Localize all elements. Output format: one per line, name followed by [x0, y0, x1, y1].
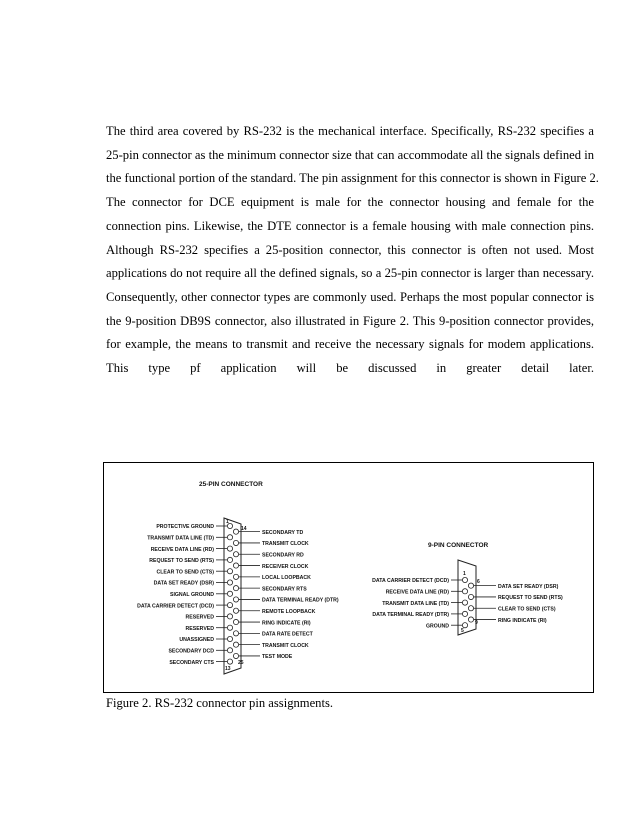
- connector25-right-label: DATA TERMINAL READY (DTR): [262, 597, 339, 604]
- connector25-right-pin: [233, 563, 238, 568]
- connector25-right-label: REMOTE LOOPBACK: [262, 608, 316, 615]
- connector9-left-label: DATA CARRIER DETECT (DCD): [372, 578, 449, 585]
- connector25-right-label: SECONDARY RD: [262, 552, 304, 559]
- connector25-left-label: SIGNAL GROUND: [170, 592, 214, 598]
- connector9-right-pin: [468, 594, 473, 599]
- connector25-left-label: DATA CARRIER DETECT (DCD): [137, 603, 214, 610]
- paragraph-line: the functional portion of the standard. The pin assignment for this connector is shown in Figure 2.: [106, 171, 599, 186]
- connector25-left-label: REQUEST TO SEND (RTS): [149, 558, 214, 565]
- paragraph-line: Consequently, other connector types are commonly used. Perhaps the most popular connector is: [106, 289, 594, 304]
- connector25-right-pin: [233, 631, 238, 636]
- connector25-left-pin: [227, 625, 232, 630]
- paragraph-line: connection pins. Likewise, the DTE connector is a female housing with male connection pins.: [106, 218, 594, 233]
- connector25-left-label: PROTECTIVE GROUND: [156, 524, 214, 531]
- connector25-right-pin: [233, 529, 238, 534]
- connector9-pin-number: 5: [461, 628, 464, 634]
- paragraph-line: The third area covered by RS-232 is the mechanical interface. Specifically, RS-232 specifies a: [106, 124, 594, 138]
- connector9-right-pin: [468, 617, 473, 622]
- connector9-right-label: REQUEST TO SEND (RTS): [498, 595, 563, 602]
- connector25-right-label: TEST MODE: [262, 654, 293, 661]
- connector25-right-label: TRANSMIT CLOCK: [262, 541, 309, 548]
- connector9-left-label: TRANSMIT DATA LINE (TD): [382, 600, 449, 607]
- connector25-right-label: RECEIVER CLOCK: [262, 563, 309, 570]
- connector25-right-pin: [233, 608, 238, 613]
- connector9-right-label: DATA SET READY (DSR): [498, 583, 559, 590]
- connector25-left-pin: [227, 648, 232, 653]
- pin-assignment-diagram: [104, 463, 593, 692]
- connector25-left-pin: [227, 546, 232, 551]
- connector25-left-label: RECEIVE DATA LINE (RD): [150, 546, 214, 553]
- paragraph-line: 25-pin connector as the minimum connector size that can accommodate all the signals defined in: [106, 147, 594, 162]
- connector9-pin-number: 9: [475, 620, 478, 626]
- connector25-pin-number: 25: [238, 660, 244, 666]
- paragraph-line: The connector for DCE equipment is male for the connector housing and female for the: [106, 195, 594, 210]
- figure-caption: Figure 2. RS-232 connector pin assignments.: [106, 696, 334, 710]
- connector25-pin-number: 14: [241, 526, 247, 532]
- connector25-right-label: LOCAL LOOPBACK: [262, 575, 311, 582]
- connector25-left-label: TRANSMIT DATA LINE (TD): [147, 535, 214, 542]
- figure-2: [103, 462, 594, 693]
- connector25-left-pin: [227, 659, 232, 664]
- connector25-right-label: TRANSMIT CLOCK: [262, 642, 309, 649]
- connector25-left-pin: [227, 535, 232, 540]
- connector25-right-label: SECONDARY RTS: [262, 586, 307, 593]
- connector9-left-pin: [462, 600, 467, 605]
- connector25-left-pin: [227, 580, 232, 585]
- connector25-right-pin: [233, 597, 238, 602]
- body-paragraph: [106, 120, 599, 381]
- connector9-left-pin: [462, 611, 467, 616]
- connector25-left-label: DATA SET READY (DSR): [153, 580, 214, 587]
- connector9-left-label: GROUND: [425, 623, 449, 630]
- connector25-right-pin: [233, 619, 238, 624]
- connector25-left-label: CLEAR TO SEND (CTS): [156, 569, 214, 576]
- connector25-left-pin: [227, 636, 232, 641]
- connector25-left-pin: [227, 603, 232, 608]
- paragraph-line: for example, the means to transmit and receive the necessary signals for modem applications.: [106, 337, 594, 352]
- paragraph-line: Although RS-232 specifies a 25-position connector, this connector is often not used. Most: [106, 242, 594, 257]
- connector9-left-pin: [462, 589, 467, 594]
- connector25-pin-number: 13: [225, 666, 231, 672]
- connector9-left-pin: [462, 577, 467, 582]
- connector25-left-pin: [227, 569, 232, 574]
- connector25-right-pin: [233, 586, 238, 591]
- connector25-left-label: UNASSIGNED: [179, 637, 214, 644]
- paragraph-line: the 9-position DB9S connector, also illustrated in Figure 2. This 9-position connector provides,: [106, 313, 594, 328]
- paragraph-line: This type pf application will be discussed in greater detail later.: [106, 361, 594, 376]
- connector25-right-pin: [233, 540, 238, 545]
- connector25-right-label: RING INDICATE (RI): [262, 620, 311, 627]
- connector25-right-pin: [233, 642, 238, 647]
- connector25-right-pin: [233, 574, 238, 579]
- paragraph-line: applications do not require all the defined signals, so a 25-pin connector is larger than necessary.: [106, 266, 594, 281]
- connector9-right-label: RING INDICATE (RI): [498, 617, 547, 624]
- connector25-left-label: RESERVED: [185, 625, 214, 632]
- connector9-right-label: CLEAR TO SEND (CTS): [498, 606, 556, 613]
- connector9-right-pin: [468, 606, 473, 611]
- connector25-left-label: RESERVED: [185, 614, 214, 621]
- connector9-right-pin: [468, 583, 473, 588]
- connector25-left-pin: [227, 614, 232, 619]
- connector9-title: 9-PIN CONNECTOR: [428, 542, 489, 549]
- connector25-right-pin: [233, 653, 238, 658]
- connector25-left-pin: [227, 591, 232, 596]
- connector25-pin-number: 1: [226, 519, 229, 525]
- connector25-right-pin: [233, 552, 238, 557]
- connector9-pin-number: 1: [463, 571, 466, 577]
- connector25-left-label: SECONDARY CTS: [169, 659, 214, 666]
- connector25-right-label: SECONDARY TD: [262, 529, 304, 536]
- connector9-left-label: RECEIVE DATA LINE (RD): [385, 589, 449, 596]
- connector9-left-label: DATA TERMINAL READY (DTR): [372, 612, 449, 619]
- connector25-title: 25-PIN CONNECTOR: [199, 481, 263, 488]
- connector9-pin-number: 6: [477, 579, 480, 585]
- connector25-right-label: DATA RATE DETECT: [262, 631, 313, 638]
- connector25-left-pin: [227, 557, 232, 562]
- connector25-left-label: SECONDARY DCD: [168, 648, 214, 655]
